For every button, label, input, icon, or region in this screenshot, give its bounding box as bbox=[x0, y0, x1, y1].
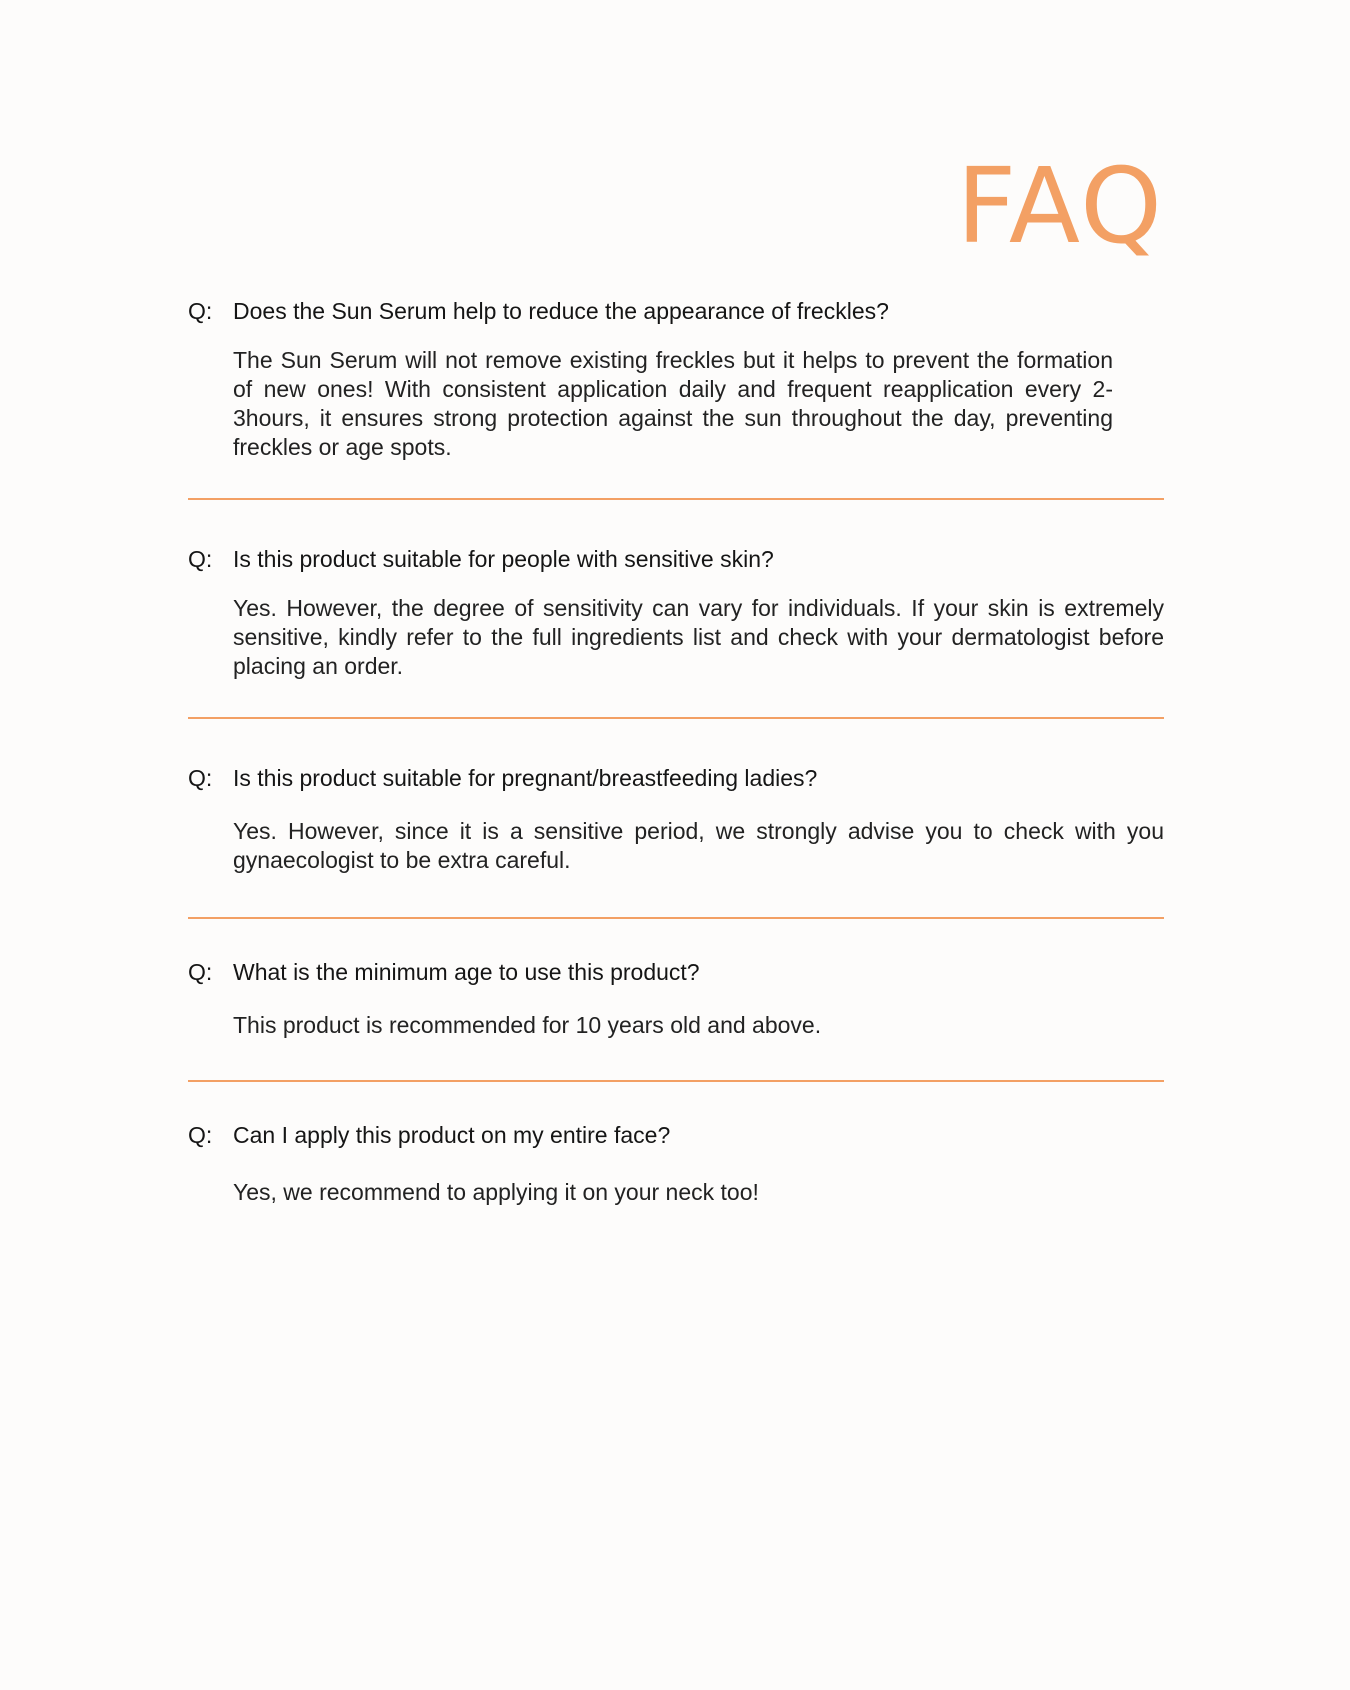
faq-question bbox=[188, 296, 1164, 326]
question-text: Is this product suitable for pregnant/breastfeeding ladies? bbox=[233, 765, 818, 791]
question-text: Is this product suitable for people with sensitive skin? bbox=[233, 546, 774, 572]
faq-item bbox=[188, 296, 1164, 462]
question-text: Does the Sun Serum help to reduce the appearance of freckles? bbox=[233, 298, 889, 324]
faq-answer: This product is recommended for 10 years old and above. bbox=[233, 1012, 822, 1038]
faq-question bbox=[188, 1120, 1164, 1150]
faq-answer: Yes, we recommend to applying it on your neck too! bbox=[233, 1179, 759, 1205]
faq-answer: Yes. However, since it is a sensitive period, we strongly advise you to check with you gynaecologist to be extra careful. bbox=[233, 818, 1164, 873]
divider bbox=[188, 717, 1164, 719]
question-text: Can I apply this product on my entire face? bbox=[233, 1122, 671, 1148]
faq-list bbox=[188, 296, 1164, 1207]
faq-item bbox=[188, 763, 1164, 875]
question-text: What is the minimum age to use this product? bbox=[233, 959, 700, 985]
faq-item bbox=[188, 544, 1164, 681]
page-title: FAQ bbox=[956, 144, 1164, 267]
faq-answer: Yes. However, the degree of sensitivity can vary for individuals. If your skin is extremely sensitive, kindly refer to the full ingredients list and check with your dermatologist before placing an order. bbox=[233, 595, 1164, 679]
faq-question bbox=[188, 957, 1164, 987]
divider bbox=[188, 917, 1164, 919]
faq-question bbox=[188, 544, 1164, 574]
faq-item bbox=[188, 957, 1164, 1040]
divider bbox=[188, 498, 1164, 500]
faq-item bbox=[188, 1120, 1164, 1207]
question-prefix: Q: bbox=[188, 959, 213, 985]
question-prefix: Q: bbox=[188, 298, 213, 324]
faq-answer: The Sun Serum will not remove existing freckles but it helps to prevent the formation of new ones! With consistent application daily and frequent reapplication every 2-3hours, it ensures strong protection against the sun throughout the day, preventing freckles or age spots. bbox=[233, 347, 1113, 460]
divider bbox=[188, 1080, 1164, 1082]
question-prefix: Q: bbox=[188, 765, 213, 791]
question-prefix: Q: bbox=[188, 546, 213, 572]
question-prefix: Q: bbox=[188, 1122, 213, 1148]
faq-question bbox=[188, 763, 1164, 793]
